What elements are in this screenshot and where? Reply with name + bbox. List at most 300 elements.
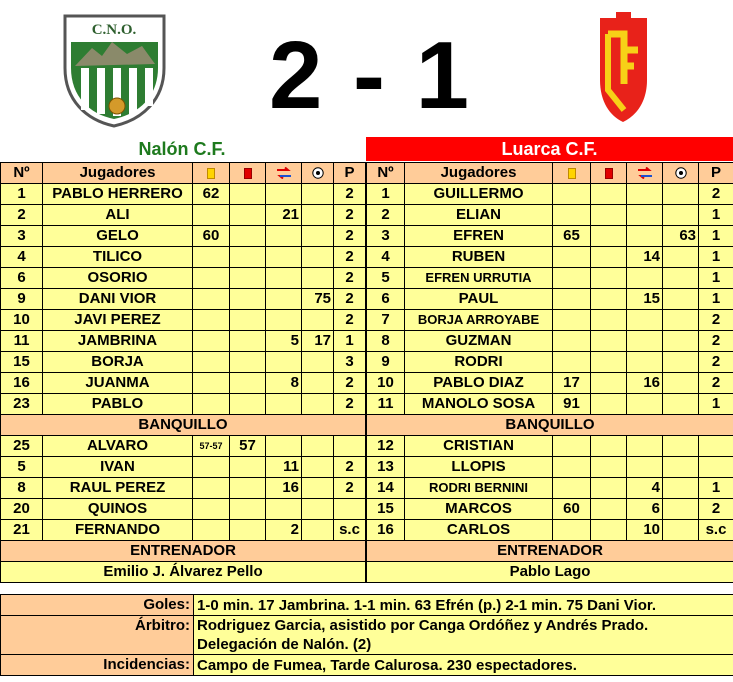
goal-minute xyxy=(302,436,334,457)
yellow-card-minute xyxy=(553,184,591,205)
player-name: BORJA xyxy=(43,352,193,373)
player-row xyxy=(1,394,366,415)
red-card-minute xyxy=(591,184,627,205)
goal-minute xyxy=(663,394,699,415)
yellow-card-minute xyxy=(553,331,591,352)
substitution-minute xyxy=(266,289,302,310)
away-coach: Pablo Lago xyxy=(367,562,733,583)
yellow-card-minute xyxy=(553,436,591,457)
goal-minute: 75 xyxy=(302,289,334,310)
home-crest-logo xyxy=(57,8,172,128)
goal-minute xyxy=(302,394,334,415)
home-team-name: Nalón C.F. xyxy=(138,139,226,159)
player-number: 6 xyxy=(1,268,43,289)
player-row xyxy=(1,205,366,226)
player-number: 9 xyxy=(1,289,43,310)
red-card-minute xyxy=(230,310,266,331)
red-card-minute xyxy=(591,478,627,499)
referee-label: Árbitro: xyxy=(1,616,194,655)
player-row xyxy=(1,373,366,394)
ball-icon xyxy=(312,167,324,179)
player-name: CARLOS xyxy=(405,520,553,541)
red-card-minute xyxy=(591,289,627,310)
player-name: RAUL PEREZ xyxy=(43,478,193,499)
red-card-minute xyxy=(591,310,627,331)
goal-minute xyxy=(302,478,334,499)
yellow-card-minute xyxy=(193,520,230,541)
red-card-icon xyxy=(244,168,252,179)
red-card-icon xyxy=(605,168,613,179)
away-header-row xyxy=(367,163,733,184)
num-header: Nº xyxy=(367,163,405,184)
rating xyxy=(334,499,366,520)
substitution-minute xyxy=(627,226,663,247)
player-name: PAUL xyxy=(405,289,553,310)
substitution-minute: 4 xyxy=(627,478,663,499)
player-row xyxy=(367,226,733,247)
player-row xyxy=(1,352,366,373)
player-number: 3 xyxy=(1,226,43,247)
rating: 1 xyxy=(334,331,366,352)
player-number: 23 xyxy=(1,394,43,415)
player-row xyxy=(367,268,733,289)
home-coach-label-row xyxy=(1,541,366,562)
red-card-minute xyxy=(230,205,266,226)
yellow-card-minute xyxy=(193,310,230,331)
home-bench-label-row xyxy=(1,415,366,436)
player-number: 1 xyxy=(1,184,43,205)
red-card-minute xyxy=(591,436,627,457)
player-row xyxy=(1,226,366,247)
goal-minute xyxy=(663,457,699,478)
red-card-minute xyxy=(591,520,627,541)
player-number: 21 xyxy=(1,520,43,541)
yellow-card-minute xyxy=(193,457,230,478)
rating: 2 xyxy=(334,226,366,247)
player-row xyxy=(367,478,733,499)
rating: 2 xyxy=(334,184,366,205)
player-row xyxy=(1,184,366,205)
players-header: Jugadores xyxy=(43,163,193,184)
player-name: GELO xyxy=(43,226,193,247)
player-number: 7 xyxy=(367,310,405,331)
goal-minute xyxy=(302,226,334,247)
goal-minute xyxy=(663,352,699,373)
player-row xyxy=(367,184,733,205)
red-card-minute xyxy=(230,478,266,499)
player-number: 5 xyxy=(367,268,405,289)
substitution-minute xyxy=(266,310,302,331)
away-team-name: Luarca C.F. xyxy=(366,137,733,161)
rating: 2 xyxy=(334,310,366,331)
goal-minute xyxy=(302,352,334,373)
player-number: 12 xyxy=(367,436,405,457)
player-row xyxy=(367,436,733,457)
player-number: 1 xyxy=(367,184,405,205)
player-number: 11 xyxy=(367,394,405,415)
player-row xyxy=(367,205,733,226)
player-row xyxy=(367,499,733,520)
player-name: JAMBRINA xyxy=(43,331,193,352)
player-number: 8 xyxy=(367,331,405,352)
player-name: BORJA ARROYABE xyxy=(405,310,553,331)
player-name: LLOPIS xyxy=(405,457,553,478)
red-card-minute xyxy=(230,184,266,205)
player-number: 2 xyxy=(1,205,43,226)
yellow-card-minute xyxy=(193,247,230,268)
rating: 2 xyxy=(334,457,366,478)
rating: 2 xyxy=(699,184,733,205)
yellow-card-minute xyxy=(553,310,591,331)
away-coach-row xyxy=(367,562,733,583)
player-row xyxy=(367,331,733,352)
rating: 2 xyxy=(334,247,366,268)
player-row xyxy=(1,331,366,352)
red-card-minute xyxy=(230,268,266,289)
pen-header: P xyxy=(699,163,733,184)
player-name: FERNANDO xyxy=(43,520,193,541)
substitution-minute xyxy=(627,436,663,457)
player-number: 15 xyxy=(367,499,405,520)
substitution-minute: 8 xyxy=(266,373,302,394)
goal-minute xyxy=(663,268,699,289)
yellow-card-minute xyxy=(553,520,591,541)
rating: 2 xyxy=(699,331,733,352)
player-name: MARCOS xyxy=(405,499,553,520)
substitution-minute: 2 xyxy=(266,520,302,541)
pen-header: P xyxy=(334,163,366,184)
player-row xyxy=(1,310,366,331)
rating: 2 xyxy=(334,394,366,415)
yellow-card-minute xyxy=(193,394,230,415)
goal-minute xyxy=(302,499,334,520)
away-crest-logo xyxy=(596,10,651,125)
yellow-card-minute: 60 xyxy=(193,226,230,247)
goal-minute xyxy=(302,205,334,226)
home-header-row xyxy=(1,163,366,184)
player-row xyxy=(1,268,366,289)
goals-value: 1-0 min. 17 Jambrina. 1-1 min. 63 Efrén (p.) 2-1 min. 75 Dani Vior. xyxy=(194,595,733,616)
player-number: 8 xyxy=(1,478,43,499)
away-bench-label: BANQUILLO xyxy=(367,415,733,436)
player-row xyxy=(367,247,733,268)
yellow-card-minute xyxy=(193,478,230,499)
rating: 1 xyxy=(699,226,733,247)
substitution-minute: 11 xyxy=(266,457,302,478)
player-name: ALVARO xyxy=(43,436,193,457)
substitution-minute xyxy=(627,268,663,289)
goal-minute xyxy=(663,373,699,394)
player-row xyxy=(1,478,366,499)
player-name: TILICO xyxy=(43,247,193,268)
player-name: CRISTIAN xyxy=(405,436,553,457)
home-coach-label: ENTRENADOR xyxy=(1,541,366,562)
goal-minute xyxy=(663,478,699,499)
away-bench-label-row xyxy=(367,415,733,436)
red-card-minute xyxy=(591,499,627,520)
goal-minute xyxy=(663,184,699,205)
player-number: 6 xyxy=(367,289,405,310)
player-name: RODRI xyxy=(405,352,553,373)
player-name: JUANMA xyxy=(43,373,193,394)
player-row xyxy=(1,520,366,541)
substitution-minute xyxy=(266,184,302,205)
incidents-label: Incidencias: xyxy=(1,655,194,676)
rating: 1 xyxy=(699,247,733,268)
player-name: JAVI PEREZ xyxy=(43,310,193,331)
home-bench-label: BANQUILLO xyxy=(1,415,366,436)
rating: s.c xyxy=(334,520,366,541)
home-logo-text: C.N.O. xyxy=(91,22,137,38)
substitution-minute xyxy=(266,247,302,268)
yellow-card-minute xyxy=(193,289,230,310)
rating: 1 xyxy=(699,394,733,415)
red-card-minute xyxy=(591,226,627,247)
substitution-minute: 15 xyxy=(627,289,663,310)
goal-minute xyxy=(302,184,334,205)
player-row xyxy=(367,520,733,541)
substitution-minute xyxy=(266,226,302,247)
player-number: 15 xyxy=(1,352,43,373)
substitution-minute: 16 xyxy=(627,373,663,394)
goal-minute xyxy=(663,310,699,331)
player-name: PABLO DIAZ xyxy=(405,373,553,394)
player-number: 11 xyxy=(1,331,43,352)
yellow-card-minute: 62 xyxy=(193,184,230,205)
yellow-card-minute xyxy=(553,457,591,478)
goals-label: Goles: xyxy=(1,595,194,616)
away-lineup-table xyxy=(366,162,733,583)
player-name: RUBEN xyxy=(405,247,553,268)
player-number: 4 xyxy=(1,247,43,268)
substitution-minute xyxy=(627,310,663,331)
substitution-minute xyxy=(627,205,663,226)
player-name: RODRI BERNINI xyxy=(405,478,553,499)
home-coach-row xyxy=(1,562,366,583)
rating: 1 xyxy=(699,268,733,289)
incidents-value: Campo de Fumea, Tarde Calurosa. 230 espectadores. xyxy=(194,655,733,676)
yellow-card-minute: 17 xyxy=(553,373,591,394)
player-row xyxy=(1,289,366,310)
player-row xyxy=(367,373,733,394)
yellow-card-minute xyxy=(193,268,230,289)
player-name: OSORIO xyxy=(43,268,193,289)
rating: 2 xyxy=(334,268,366,289)
rating: 2 xyxy=(334,373,366,394)
incidents-row xyxy=(1,655,733,676)
rating: 2 xyxy=(699,373,733,394)
home-lineup-table xyxy=(0,162,366,583)
home-coach: Emilio J. Álvarez Pello xyxy=(1,562,366,583)
yellow-card-minute xyxy=(553,268,591,289)
substitution-minute xyxy=(627,184,663,205)
yellow-card-minute: 57-57 xyxy=(193,436,230,457)
goal-minute xyxy=(663,520,699,541)
players-header: Jugadores xyxy=(405,163,553,184)
substitution-minute xyxy=(266,394,302,415)
away-coach-label: ENTRENADOR xyxy=(367,541,733,562)
red-card-minute xyxy=(230,226,266,247)
substitution-icon xyxy=(276,167,292,179)
away-coach-label-row xyxy=(367,541,733,562)
goal-minute xyxy=(663,436,699,457)
substitution-minute: 6 xyxy=(627,499,663,520)
player-name: EFREN xyxy=(405,226,553,247)
yellow-card-minute xyxy=(553,352,591,373)
red-card-minute xyxy=(591,394,627,415)
rating: 1 xyxy=(699,205,733,226)
red-card-minute xyxy=(591,373,627,394)
player-number: 13 xyxy=(367,457,405,478)
red-card-minute xyxy=(230,373,266,394)
yellow-card-minute xyxy=(553,247,591,268)
rating xyxy=(334,436,366,457)
yellow-card-minute xyxy=(193,373,230,394)
yellow-card-minute xyxy=(553,205,591,226)
rating: 2 xyxy=(699,499,733,520)
player-number: 4 xyxy=(367,247,405,268)
goal-minute xyxy=(302,373,334,394)
red-card-minute xyxy=(230,394,266,415)
red-card-minute: 57 xyxy=(230,436,266,457)
rating: 2 xyxy=(699,352,733,373)
yellow-card-minute xyxy=(553,289,591,310)
substitution-icon xyxy=(637,167,653,179)
substitution-minute: 10 xyxy=(627,520,663,541)
goal-minute xyxy=(663,289,699,310)
substitution-minute xyxy=(627,457,663,478)
num-header: Nº xyxy=(1,163,43,184)
substitution-minute: 14 xyxy=(627,247,663,268)
player-name: EFREN URRUTIA xyxy=(405,268,553,289)
goal-minute xyxy=(663,205,699,226)
rating: 1 xyxy=(699,478,733,499)
goal-minute xyxy=(302,247,334,268)
rating xyxy=(699,457,733,478)
match-score: 2 - 1 xyxy=(268,22,472,129)
goal-minute xyxy=(663,247,699,268)
player-name: DANI VIOR xyxy=(43,289,193,310)
player-number: 10 xyxy=(1,310,43,331)
rating: s.c xyxy=(699,520,733,541)
player-number: 3 xyxy=(367,226,405,247)
yellow-card-minute: 60 xyxy=(553,499,591,520)
referee-row xyxy=(1,616,733,655)
match-details-table xyxy=(0,594,733,676)
player-row xyxy=(1,499,366,520)
player-name: MANOLO SOSA xyxy=(405,394,553,415)
red-card-minute xyxy=(591,457,627,478)
yellow-card-minute: 65 xyxy=(553,226,591,247)
goal-minute xyxy=(302,520,334,541)
player-name: ELIAN xyxy=(405,205,553,226)
substitution-minute xyxy=(627,331,663,352)
player-row xyxy=(367,457,733,478)
red-card-minute xyxy=(230,520,266,541)
substitution-minute xyxy=(627,352,663,373)
player-number: 5 xyxy=(1,457,43,478)
rating: 2 xyxy=(334,205,366,226)
player-row xyxy=(1,457,366,478)
goal-minute xyxy=(663,499,699,520)
player-number: 2 xyxy=(367,205,405,226)
substitution-minute xyxy=(266,436,302,457)
goal-minute xyxy=(302,310,334,331)
substitution-minute xyxy=(266,268,302,289)
goal-minute xyxy=(302,268,334,289)
yellow-card-minute xyxy=(553,478,591,499)
player-number: 14 xyxy=(367,478,405,499)
red-card-minute xyxy=(230,457,266,478)
substitution-minute xyxy=(627,394,663,415)
yellow-card-icon xyxy=(568,168,576,179)
player-name: GUZMAN xyxy=(405,331,553,352)
substitution-minute xyxy=(266,499,302,520)
player-name: PABLO HERRERO xyxy=(43,184,193,205)
rating: 2 xyxy=(699,310,733,331)
ball-icon xyxy=(675,167,687,179)
yellow-card-minute xyxy=(193,499,230,520)
yellow-card-minute xyxy=(193,331,230,352)
substitution-minute: 5 xyxy=(266,331,302,352)
rating: 3 xyxy=(334,352,366,373)
yellow-card-minute xyxy=(193,352,230,373)
red-card-minute xyxy=(591,352,627,373)
player-name: PABLO xyxy=(43,394,193,415)
red-card-minute xyxy=(591,331,627,352)
player-number: 20 xyxy=(1,499,43,520)
goal-minute: 17 xyxy=(302,331,334,352)
player-name: IVAN xyxy=(43,457,193,478)
red-card-minute xyxy=(591,205,627,226)
rating xyxy=(699,436,733,457)
player-row xyxy=(367,394,733,415)
player-row xyxy=(367,310,733,331)
player-row xyxy=(367,289,733,310)
red-card-minute xyxy=(591,247,627,268)
player-name: GUILLERMO xyxy=(405,184,553,205)
player-name: QUINOS xyxy=(43,499,193,520)
yellow-card-minute xyxy=(193,205,230,226)
player-row xyxy=(1,436,366,457)
goal-minute xyxy=(663,331,699,352)
yellow-card-icon xyxy=(207,168,215,179)
substitution-minute: 16 xyxy=(266,478,302,499)
away-logo-text: LCF xyxy=(596,10,598,11)
player-row xyxy=(367,352,733,373)
goal-minute xyxy=(302,457,334,478)
substitution-minute xyxy=(266,352,302,373)
rating: 2 xyxy=(334,478,366,499)
red-card-minute xyxy=(230,289,266,310)
player-number: 9 xyxy=(367,352,405,373)
rating: 2 xyxy=(334,289,366,310)
substitution-minute: 21 xyxy=(266,205,302,226)
goal-minute: 63 xyxy=(663,226,699,247)
player-number: 10 xyxy=(367,373,405,394)
player-name: ALI xyxy=(43,205,193,226)
player-number: 16 xyxy=(1,373,43,394)
player-number: 16 xyxy=(367,520,405,541)
yellow-card-minute: 91 xyxy=(553,394,591,415)
red-card-minute xyxy=(591,268,627,289)
red-card-minute xyxy=(230,499,266,520)
referee-value: Rodriguez Garcia, asistido por Canga Ordóñez y Andrés Prado. Delegación de Nalón. (2) xyxy=(194,616,733,655)
red-card-minute xyxy=(230,247,266,268)
rating: 1 xyxy=(699,289,733,310)
red-card-minute xyxy=(230,352,266,373)
red-card-minute xyxy=(230,331,266,352)
